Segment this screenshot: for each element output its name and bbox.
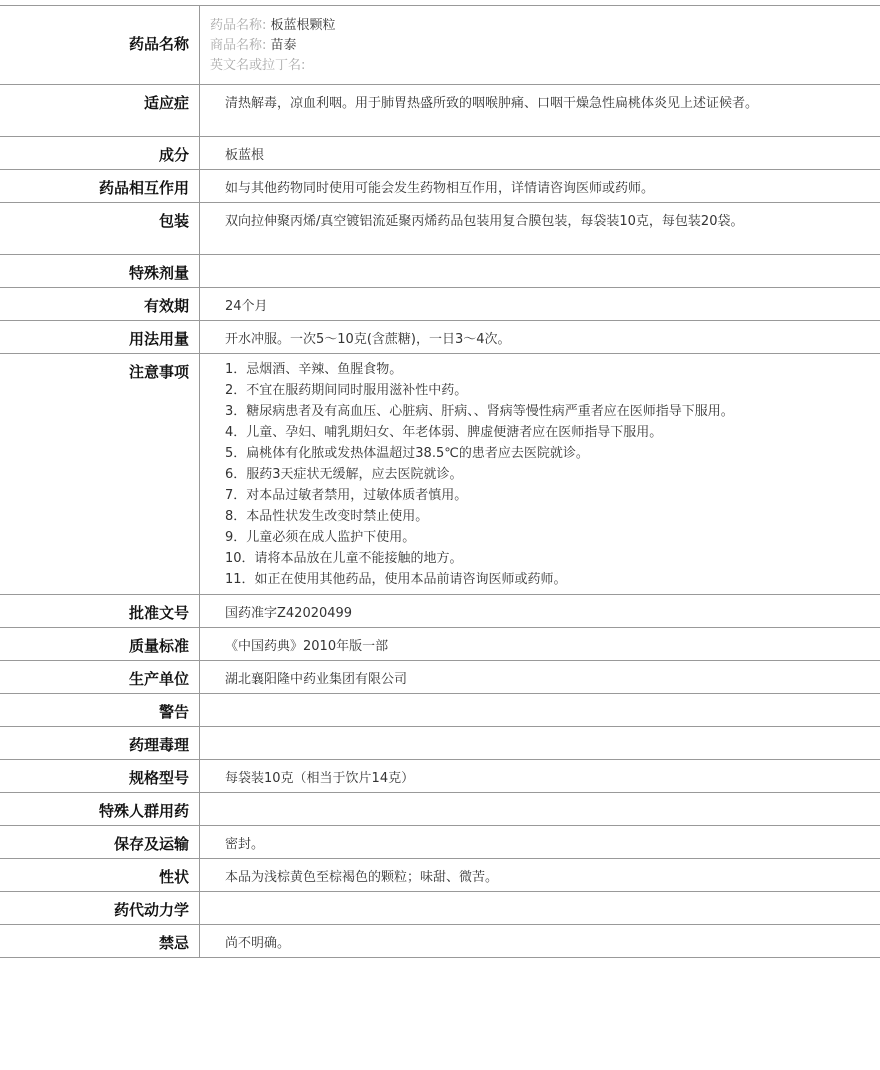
trade-name-key: 商品名称: xyxy=(210,38,267,53)
row-approval xyxy=(0,595,880,628)
row-usage xyxy=(0,321,880,354)
label-interactions: 药品相互作用 xyxy=(0,170,200,202)
value-storage: 密封。 xyxy=(225,837,265,852)
english-name-line xyxy=(210,56,880,76)
value-indications: 清热解毒，凉血利咽。用于肺胃热盛所致的咽喉肿痛、口咽干燥急性扁桃体炎见上述证候者。 xyxy=(225,96,759,111)
value-special-groups xyxy=(200,793,880,825)
label-approval: 批准文号 xyxy=(0,595,200,627)
value-contraindications: 尚不明确。 xyxy=(225,936,291,951)
list-item: 8．本品性状发生改变时禁止使用。 xyxy=(225,509,429,524)
value-appearance: 本品为浅棕黄色至棕褐色的颗粒；味甜、微苦。 xyxy=(225,870,499,885)
label-manufacturer: 生产单位 xyxy=(0,661,200,693)
row-standard xyxy=(0,628,880,661)
row-interactions xyxy=(0,170,880,203)
trade-name-line xyxy=(210,36,880,56)
list-item: 2．不宜在服药期间同时服用滋补性中药。 xyxy=(225,383,468,398)
label-special-groups: 特殊人群用药 xyxy=(0,793,200,825)
value-usage: 开水冲服。一次5～10克(含蔗糖)，一日3～4次。 xyxy=(225,332,511,347)
label-warning: 警告 xyxy=(0,694,200,726)
list-item: 11．如正在使用其他药品，使用本品前请咨询医师或药师。 xyxy=(225,572,567,587)
label-drug-name: 药品名称 xyxy=(0,6,200,84)
list-item: 10．请将本品放在儿童不能接触的地方。 xyxy=(225,551,463,566)
list-item: 4．儿童、孕妇、哺乳期妇女、年老体弱、脾虚便溏者应在医师指导下服用。 xyxy=(225,425,663,440)
row-contraindications xyxy=(0,925,880,958)
notes-list xyxy=(225,359,880,590)
value-packaging: 双向拉伸聚丙烯/真空镀铝流延聚丙烯药品包装用复合膜包装，每袋装10克，每包装20袋。 xyxy=(225,214,744,229)
trade-name-value: 苗泰 xyxy=(270,38,297,53)
label-pharmacology: 药理毒理 xyxy=(0,727,200,759)
label-storage: 保存及运输 xyxy=(0,826,200,858)
row-manufacturer xyxy=(0,661,880,694)
row-warning xyxy=(0,694,880,727)
generic-name-value: 板蓝根颗粒 xyxy=(270,18,336,33)
value-approval: 国药准字Z42020499 xyxy=(225,606,353,621)
label-pharmacokinetics: 药代动力学 xyxy=(0,892,200,924)
list-item: 5．扁桃体有化脓或发热体温超过38.5℃的患者应去医院就诊。 xyxy=(225,446,589,461)
row-storage xyxy=(0,826,880,859)
label-expiry: 有效期 xyxy=(0,288,200,320)
label-standard: 质量标准 xyxy=(0,628,200,660)
value-pharmacokinetics xyxy=(200,892,880,924)
drug-info-table xyxy=(0,5,880,958)
value-spec: 每袋装10克（相当于饮片14克） xyxy=(225,771,415,786)
row-indications xyxy=(0,85,880,137)
row-pharmacology xyxy=(0,727,880,760)
row-special-groups xyxy=(0,793,880,826)
label-ingredients: 成分 xyxy=(0,137,200,169)
row-expiry xyxy=(0,288,880,321)
label-spec: 规格型号 xyxy=(0,760,200,792)
row-pharmacokinetics xyxy=(0,892,880,925)
value-interactions: 如与其他药物同时使用可能会发生药物相互作用，详情请咨询医师或药师。 xyxy=(225,181,655,196)
row-special-dose xyxy=(0,255,880,288)
list-item: 9．儿童必须在成人监护下使用。 xyxy=(225,530,416,545)
value-manufacturer: 湖北襄阳隆中药业集团有限公司 xyxy=(225,672,408,687)
value-warning xyxy=(200,694,880,726)
row-drug-name xyxy=(0,6,880,85)
row-notes xyxy=(0,354,880,595)
label-packaging: 包装 xyxy=(0,203,200,254)
value-notes xyxy=(200,354,880,594)
english-name-key: 英文名或拉丁名: xyxy=(210,58,306,73)
label-special-dose: 特殊剂量 xyxy=(0,255,200,287)
label-appearance: 性状 xyxy=(0,859,200,891)
generic-name-line xyxy=(210,16,880,36)
label-notes: 注意事项 xyxy=(0,354,200,594)
label-usage: 用法用量 xyxy=(0,321,200,353)
row-spec xyxy=(0,760,880,793)
row-appearance xyxy=(0,859,880,892)
row-packaging xyxy=(0,203,880,255)
label-contraindications: 禁忌 xyxy=(0,925,200,957)
list-item: 7．对本品过敏者禁用，过敏体质者慎用。 xyxy=(225,488,468,503)
list-item: 6．服药3天症状无缓解，应去医院就诊。 xyxy=(225,467,463,482)
value-standard: 《中国药典》2010年版一部 xyxy=(225,639,389,654)
drug-name-fields xyxy=(200,6,880,84)
row-ingredients xyxy=(0,137,880,170)
list-item: 3．糖尿病患者及有高血压、心脏病、肝病、、肾病等慢性病严重者应在医师指导下服用。 xyxy=(225,404,734,419)
generic-name-key: 药品名称: xyxy=(210,18,267,33)
value-expiry: 24个月 xyxy=(225,299,268,314)
value-pharmacology xyxy=(200,727,880,759)
value-ingredients: 板蓝根 xyxy=(225,148,265,163)
value-special-dose xyxy=(200,255,880,287)
list-item: 1．忌烟酒、辛辣、鱼腥食物。 xyxy=(225,362,403,377)
label-indications: 适应症 xyxy=(0,85,200,136)
